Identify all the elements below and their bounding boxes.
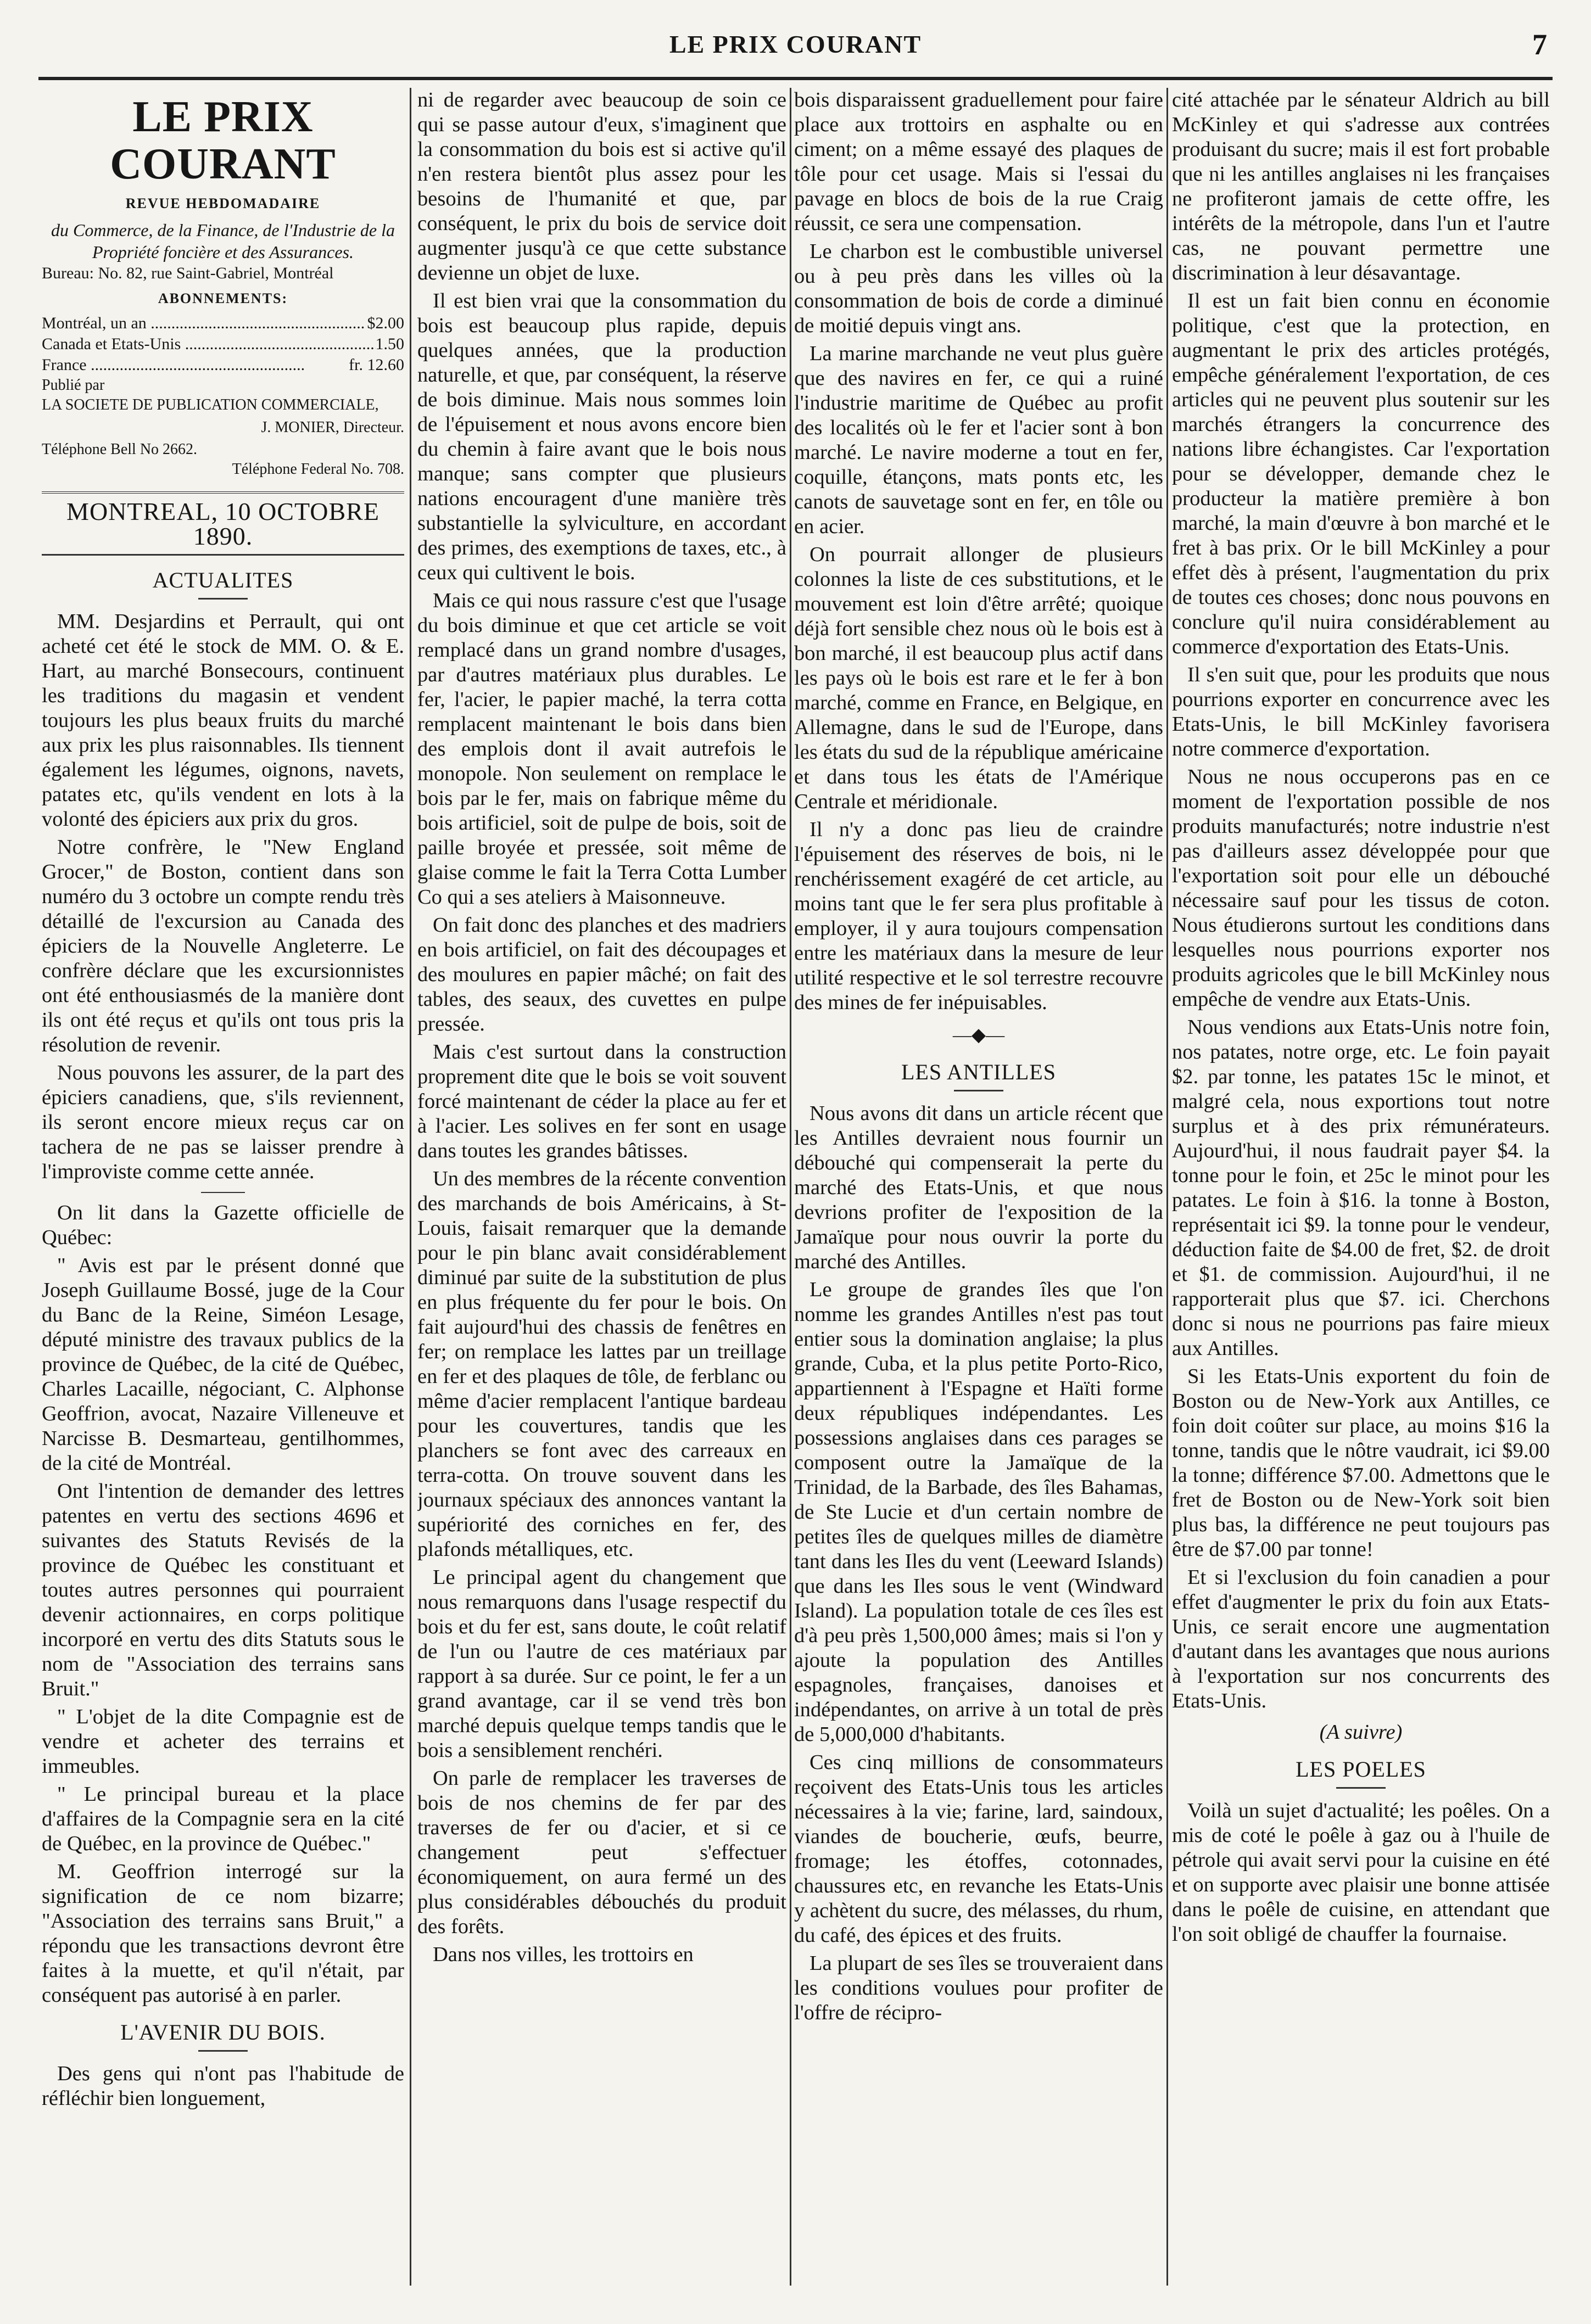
article-paragraph: Et si l'exclusion du foin canadien a pour effet d'augmenter le prix du foin aux Etats-Unis, ce serait encore une augmentation d'autant dans les avantages que nous aurions à l'exportation sur nos concurrents des Etats-Unis. — [1172, 1566, 1550, 1712]
subscription-row — [42, 313, 404, 334]
article-paragraph: Le principal agent du changement que nous remarquons dans l'usage respectif du bois et du fer est, sans doute, le coût relatif de l'un ou l'autre de ces matériaux par rapport à sa durée. Sur ce point, le fer a un grand avantage, car il se vend très bon marché depuis quelque temps tandis que le bois a sensiblement renchéri. — [417, 1566, 786, 1762]
article-paragraph: Nous ne nous occuperons pas en ce moment de l'exportation possible de nos produits manufacturés; notre industrie n'est pas d'ailleurs assez développée pour que l'exportation soit pour elle un débouché nécessaire sauf pour les tissus de coton. Nous étudierons surtout les conditions dans lesquelles nous pourrions exporter nos produits agricoles que le bill McKinley nous empêche de vendre aux Etats-Unis. — [1172, 765, 1550, 1011]
masthead-description: du Commerce, de la Finance, de l'Industrie de la Propriété foncière et des Assurances. — [51, 220, 395, 262]
masthead-title: LE PRIX COURANT — [110, 93, 336, 188]
section-divider — [201, 1192, 245, 1193]
subscription-row — [42, 355, 404, 376]
article-paragraph: Voilà un sujet d'actualité; les poêles. On a mis de coté le poêle à gaz ou à l'huile de pétrole qui avait servi pour la cuisine en été et on supporte avec plaisir une bonne attisée dans le poêle de cuisine, en attendant que l'on soit obligé de chauffer la fournaise. — [1172, 1799, 1550, 1946]
article-paragraph: Le groupe de grandes îles que l'on nomme les grandes Antilles n'est pas tout entier sous la domination anglaise; la plus grande, Cuba, et la plus petite Porto-Rico, appartiennent à l'Espagne et Haïti forme deux républiques indépendantes. Les possessions anglaises dans ces parages se composent outre la Jamaïque de la Trinidad, de la Barbade, des îles Bahamas, de Ste Lucie et d'un certain nombre de petites îles de quelques milles de diamètre tant dans les Iles du vent (Leeward Islands) que dans les Iles sous le vent (Windward Island). La population totale de ces îles est d'à peu près 1,500,000 âmes; mais si l'on y ajoute la population des Antilles espagnoles, françaises, danoises et indépendantes, on arrive à un total de près de 5,000,000 d'habitants. — [794, 1278, 1163, 1746]
ornament-divider-icon: —◆— — [952, 1025, 1005, 1045]
column-1 — [42, 88, 404, 2286]
article-paragraph: M. Geoffrion interrogé sur la signification de ce nom bizarre; "Association des terrains sans Bruit," a répondu que les transactions devront être faites à la muette, et qu'il n'était, par conséquent pas autorisé à en parler. — [42, 1860, 404, 2007]
bureau-address: Bureau: No. 82, rue Saint-Gabriel, Montréal — [42, 264, 334, 282]
article-paragraph: " Avis est par le présent donné que Joseph Guillaume Bossé, juge de la Cour du Banc de la Reine, Siméon Lesage, député ministre des travaux publics de la province de Québec, de la cité de Québec, Charles Lacaille, négociant, C. Alphonse Geoffrion, avocat, Nazaire Villeneuve et Narcisse B. Desmarteau, gentilhommes, de la cité de Montréal. — [42, 1254, 404, 1475]
publisher-name: LA SOCIETE DE PUBLICATION COMMERCIALE, — [42, 396, 379, 413]
subscription-price: $2.00 — [367, 314, 404, 332]
subscription-place: Montréal, un an ..... — [42, 313, 367, 334]
telephone-federal: Téléphone Federal No. 708. — [232, 461, 404, 478]
section-heading-actualites: ACTUALITES — [42, 568, 404, 600]
article-paragraph: Il est un fait bien connu en économie politique, c'est que la protection, en augmentant le prix des articles protégés, empêche généralement l'exportation, de ces articles qui ne peuvent plus soutenir sur les marchés étrangers la concurrence des nations libre échangistes. Car l'exportation pour se développer, demande chez le producteur la matière première à bon marché, la main d'œuvre à bon marché et le fret à bas prix. Or le bill McKinley a pour effet dès à présent, l'augmentation du prix de toutes ces choses; donc nous pouvons en conclure qu'il nuira considérablement au commerce d'exportation des Etats-Unis. — [1172, 289, 1550, 658]
column-divider — [1166, 88, 1168, 2286]
article-paragraph: Il n'y a donc pas lieu de craindre l'épuisement des réserves de bois, ni le renchérissement exagéré de cet article, au moins tant que le fer sera plus profitable à employer, il y aura toujours compensation entre les matériaux dans la mesure de leur utilité respective et le sol terrestre recouvre des mines de fer inépuisables. — [794, 818, 1163, 1014]
section-heading-poeles: LES POELES — [1172, 1757, 1550, 1789]
article-paragraph: ni de regarder avec beaucoup de soin ce qui se passe autour d'eux, s'imaginent que la consommation du bois est si active qu'il n'en restera bientôt plus assez pour les besoins de l'humanité et que, par conséquent, le prix du bois de service doit augmenter jusqu'à ce que cette substance devienne un objet de luxe. — [417, 88, 786, 284]
article-paragraph: Si les Etats-Unis exportent du foin de Boston ou de New-York aux Antilles, ce foin doit coûter sur place, au moins $16 la tonne, tandis que le nôtre vaudrait, ici $9.00 la tonne; différence $7.00. Admettons que le fret de Boston ou de New-York soit bien plus bas, la différence ne peut toujours pas être de $7.00 par tonne! — [1172, 1365, 1550, 1561]
telephone-bell: Téléphone Bell No 2662. — [42, 441, 198, 458]
article-paragraph: La plupart de ses îles se trouveraient dans les conditions voulues pour profiter de l'offre de récipro- — [794, 1952, 1163, 2024]
director-name: J. MONIER, Directeur. — [261, 419, 404, 436]
to-be-continued: (A suivre) — [1319, 1721, 1403, 1744]
article-paragraph: Dans nos villes, les trottoirs en — [433, 1943, 694, 1966]
subscription-row — [42, 334, 404, 355]
section-heading-avenir: L'AVENIR DU BOIS. — [42, 2020, 404, 2052]
subscription-place: Canada et Etats-Unis ..... — [42, 334, 376, 355]
article-paragraph: Mais c'est surtout dans la construction proprement dite que le bois se voit souvent forcé maintenant de céder la place au fer et à l'acier. Les solives en fer sont en usage dans toutes les grandes bâtisses. — [417, 1040, 786, 1162]
article-paragraph: On fait donc des planches et des madriers en bois artificiel, on fait des découpages et des moulures en papier mâché; on fait des tables, des seaux, des cuvettes en pulpe pressée. — [417, 914, 786, 1035]
column-divider — [790, 88, 791, 2286]
article-paragraph: MM. Desjardins et Perrault, qui ont acheté cet été le stock de MM. O. & E. Hart, au marché Bonsecours, continuent les traditions du magasin et vendent toujours les plus beaux fruits du marché aux prix les plus raisonnables. Ils tiennent également les légumes, oignons, navets, patates etc, qu'ils vendent en lots à la volonté des épiciers aux prix du gros. — [42, 610, 404, 831]
masthead-subtitle: REVUE HEBDOMADAIRE — [125, 195, 321, 211]
subscriptions-label: ABONNEMENTS: — [158, 290, 288, 306]
article-paragraph: Le charbon est le combustible universel ou à peu près dans les villes où la consommation de bois de corde a diminué de moitié depuis vingt ans. — [794, 240, 1163, 337]
article-paragraph: Ces cinq millions de consommateurs reçoivent des Etats-Unis tous les articles nécessaires à la vie; farine, lard, saindoux, viandes de boucherie, œufs, beurre, fromage; les étoffes, cotonnades, chaussures etc, en revanche les Etats-Unis y achètent du sucre, des mélasses, du rhum, du café, des épices et des fruits. — [794, 1751, 1163, 1947]
subscription-price: fr. 12.60 — [349, 356, 404, 374]
header-rule — [38, 77, 1553, 80]
article-paragraph: Des gens qui n'ont pas l'habitude de réfléchir bien longuement, — [42, 2062, 404, 2110]
article-paragraph: Nous pouvons les assurer, de la part des épiciers canadiens, que, s'ils reviennent, ils seront encore mieux reçus car on tachera de ne pas se laisser prendre à l'improviste comme cette année. — [42, 1061, 404, 1183]
article-paragraph: Mais ce qui nous rassure c'est que l'usage du bois diminue et que cet article se voit remplacé dans un grand nombre d'usages, par d'autres matériaux plus durables. Le fer, l'acier, le papier maché, la terra cotta remplacent maintenant le bois dans bien des emplois dont il avait autrefois le monopole. Non seulement on remplace le bois par le fer, mais on fabrique même du bois artificiel, soit de pulpe de bois, soit de paille broyée et pressée, soit même de glaise comme le fait la Terra Cotta Lumber Co qui a ses ateliers à Maisonneuve. — [417, 589, 786, 909]
column-divider — [410, 88, 411, 2286]
page-header — [38, 20, 1553, 80]
article-paragraph: Il est bien vrai que la consommation du bois est beaucoup plus rapide, depuis quelques années, que la production naturelle, et que, par conséquent, la réserve de bois diminue. Mais nous sommes loin de l'épuisement et nous avons encore bien du chemin à faire avant que le bois nous manque; sans compter que plusieurs nations encouragent d'une manière très substantielle la sylviculture, en accordant des primes, des exemptions de taxes, etc., à ceux qui cultivent le bois. — [417, 289, 786, 584]
article-paragraph: On parle de remplacer les traverses de bois de nos chemins de fer par des traverses de fer ou d'acier, et si ce changement peut s'effectuer économiquement, on aura fermé un des plus considérables débouchés du produit des forêts. — [417, 1767, 786, 1938]
article-paragraph: Notre confrère, le "New England Grocer," de Boston, contient dans son numéro du 3 octobre un compte rendu très détaillé de l'excursion au Canada des épiciers de la Nouvelle Angleterre. Le confrère déclare que les excursionnistes ont été enthousiasmés de la manière dont ils ont été reçus et qu'ils ont tous pris la résolution de revenir. — [42, 836, 404, 1056]
subscription-place: France ..... — [42, 355, 349, 376]
article-paragraph: La marine marchande ne veut plus guère que des navires en fer, ce qui a ruiné l'industrie maritime de Québec au profit des localités où le fer et l'acier sont à bon marché. Le navire moderne a tout en fer, coquille, étançons, mats ponts etc, les canots de sauvetage sont en fer, en tôle ou en acier. — [794, 342, 1163, 538]
dateline: MONTREAL, 10 OCTOBRE 1890. — [42, 491, 404, 556]
article-paragraph: " L'objet de la dite Compagnie est de vendre et acheter des terrains et immeubles. — [42, 1705, 404, 1778]
column-2 — [417, 88, 786, 2286]
article-paragraph: On pourrait allonger de plusieurs colonnes la liste de ces substitutions, et le mouvement est loin d'être arrêté; quoique déjà fort sensible chez nous où le bois est à bon marché, il est beaucoup plus actif dans les pays où le bois est rare et le fer à bon marché, comme en France, en Belgique, en Allemagne, dans le sud de l'Europe, dans les états du sud de la république américaine et dans tous les états de l'Amérique Centrale et méridionale. — [794, 543, 1163, 813]
section-heading-antilles: LES ANTILLES — [794, 1060, 1163, 1091]
publisher-label: Publié par — [42, 377, 105, 394]
page-number: 7 — [1532, 28, 1547, 61]
column-4 — [1172, 88, 1550, 2286]
article-paragraph: cité attachée par le sénateur Aldrich au bill McKinley et qui s'adresse aux contrées produisant du sucre; mais il est fort probable que ni les antilles anglaises ni les françaises ne profiteront jamais de cette offre, les intérêts de la métropole, dans l'un et l'autre cas, ne pouvant permettre une discrimination à leur désavantage. — [1172, 88, 1550, 284]
article-paragraph: On lit dans la Gazette officielle de Québec: — [42, 1201, 404, 1249]
article-paragraph: " Le principal bureau et la place d'affaires de la Compagnie sera en la cité de Québec, en la province de Québec." — [42, 1783, 404, 1855]
running-title: LE PRIX COURANT — [669, 30, 922, 58]
article-paragraph: bois disparaissent graduellement pour faire place aux trottoirs en asphalte ou en ciment; on a même essayé des plaques de tôle pour cet usage. Mais si l'essai du pavage en blocs de bois de la rue Craig réussit, ce sera une compensation. — [794, 88, 1163, 235]
article-paragraph: Un des membres de la récente convention des marchands de bois Américains, à St-Louis, faisait remarquer que la demande pour le pin blanc avait considérablement diminué par suite de la substitution de plus en plus fréquente du fer pour le bois. On fait aujourd'hui des chassis de fenêtres en fer; on remplace les lattes par un treillage en fer et des plaques de tôle, de ferblanc ou même d'acier remplacent l'antique bardeau pour les couvertures, tandis que les planchers se font avec des carreaux en terra-cotta. On trouve souvent dans les journaux spéciaux des annonces vantant la supériorité des corniches en fer, des plafonds métalliques, etc. — [417, 1167, 786, 1561]
column-3 — [794, 88, 1163, 2286]
subscription-price: 1.50 — [375, 335, 404, 353]
article-paragraph: Nous avons dit dans un article récent que les Antilles devraient nous fournir un débouché qui compenserait la perte du marché des Etats-Unis, et que nous devrions profiter de l'exposition de la Jamaïque pour nous ouvrir la porte du marché des Antilles. — [794, 1102, 1163, 1273]
article-paragraph: Il s'en suit que, pour les produits que nous pourrions exporter en concurrence avec les Etats-Unis, le bill McKinley favorisera notre commerce d'exportation. — [1172, 663, 1550, 760]
article-paragraph: Ont l'intention de demander des lettres patentes en vertu des sections 4696 et suivantes des Statuts Revisés de la province de Québec les constituant et toutes autres personnes qui pourraient devenir actionnaires, en corps politique incorporé en vertu des dits Statuts sous le nom de "Association des terrains sans Bruit." — [42, 1480, 404, 1700]
article-paragraph: Nous vendions aux Etats-Unis notre foin, nos patates, notre orge, etc. Le foin payait $2. par tonne, les patates 15c le minot, et malgré cela, nous exportions tout notre surplus et à des prix rémunérateurs. Aujourd'hui, il nous faudrait payer $4. la tonne pour le foin, et 25c le minot pour les patates. Le foin à $16. la tonne à Boston, représentait ici $9. la tonne pour le vendeur, déduction faite de $4.00 de fret, $2. de droit et $1. de commission. Aujourd'hui, il ne rapporterait plus que $7. ici. Cherchons donc si nous ne pourrions pas faire mieux aux Antilles. — [1172, 1016, 1550, 1360]
